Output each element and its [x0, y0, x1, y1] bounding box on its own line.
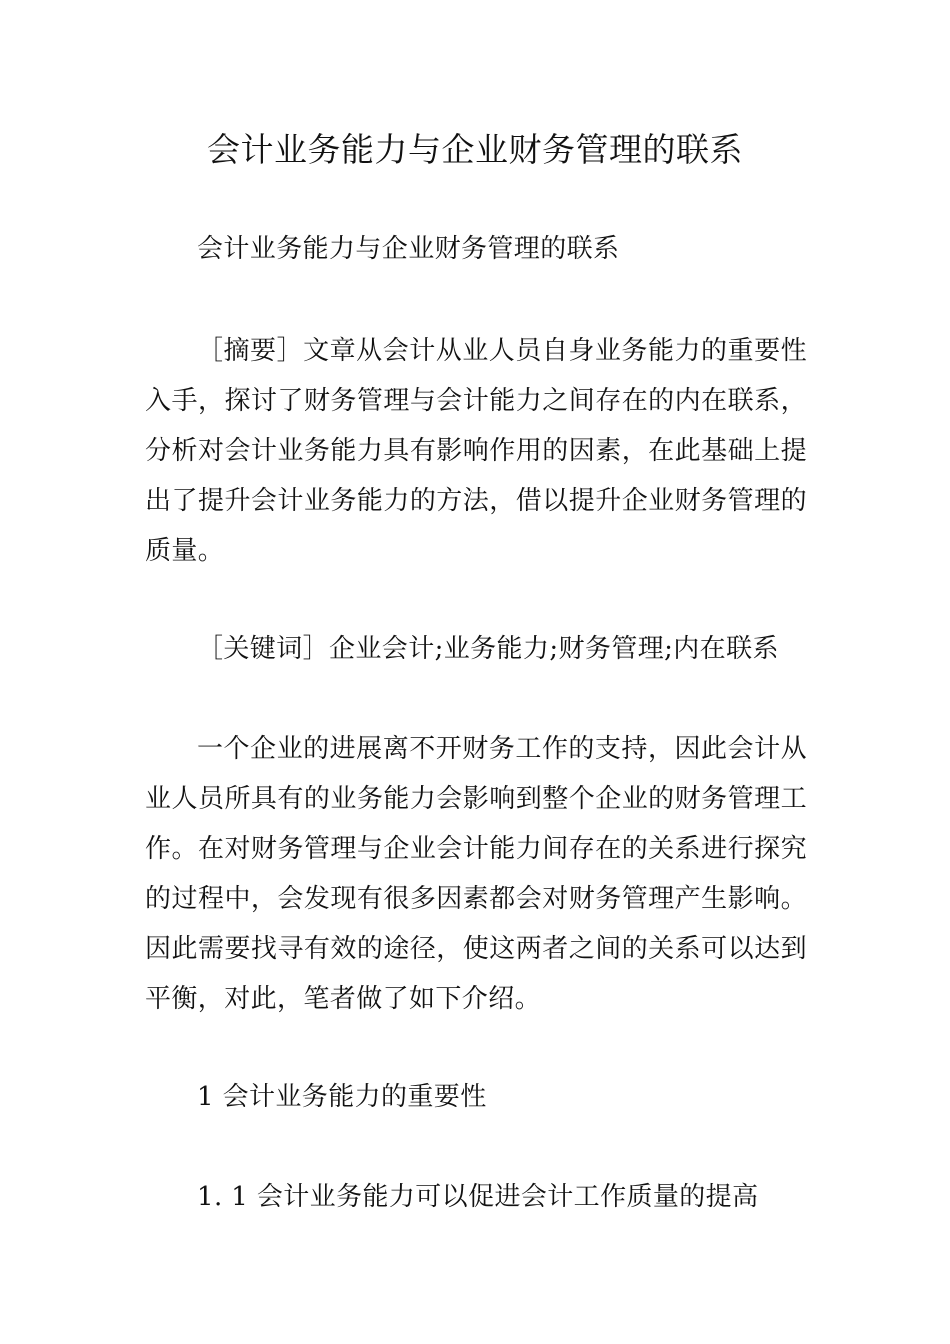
section-heading-1: 1 会计业务能力的重要性: [197, 1082, 487, 1112]
section-heading-1-1: 1. 1 会计业务能力可以促进会计工作质量的提高: [197, 1182, 759, 1212]
document-subtitle: 会计业务能力与企业财务管理的联系: [197, 234, 620, 264]
abstract-paragraph: ［摘要］文章从会计从业人员自身业务能力的重要性入手，探讨了财务管理与会计能力之间存在的内在联系，分析对会计业务能力具有影响作用的因素，在此基础上提出了提升会计业务能力的方法，借以提升企业财务管理的质量。: [145, 336, 807, 566]
keywords-paragraph: ［关键词］企业会计;业务能力;财务管理;内在联系: [197, 634, 779, 664]
intro-paragraph: 一个企业的进展离不开财务工作的支持，因此会计从业人员所具有的业务能力会影响到整个企业的财务管理工作。在对财务管理与企业会计能力间存在的关系进行探究的过程中，会发现有很多因素都会对财务管理产生影响。因此需要找寻有效的途径，使这两者之间的关系可以达到平衡，对此，笔者做了如下介绍。: [145, 734, 807, 1014]
document-title: 会计业务能力与企业财务管理的联系: [207, 130, 743, 169]
